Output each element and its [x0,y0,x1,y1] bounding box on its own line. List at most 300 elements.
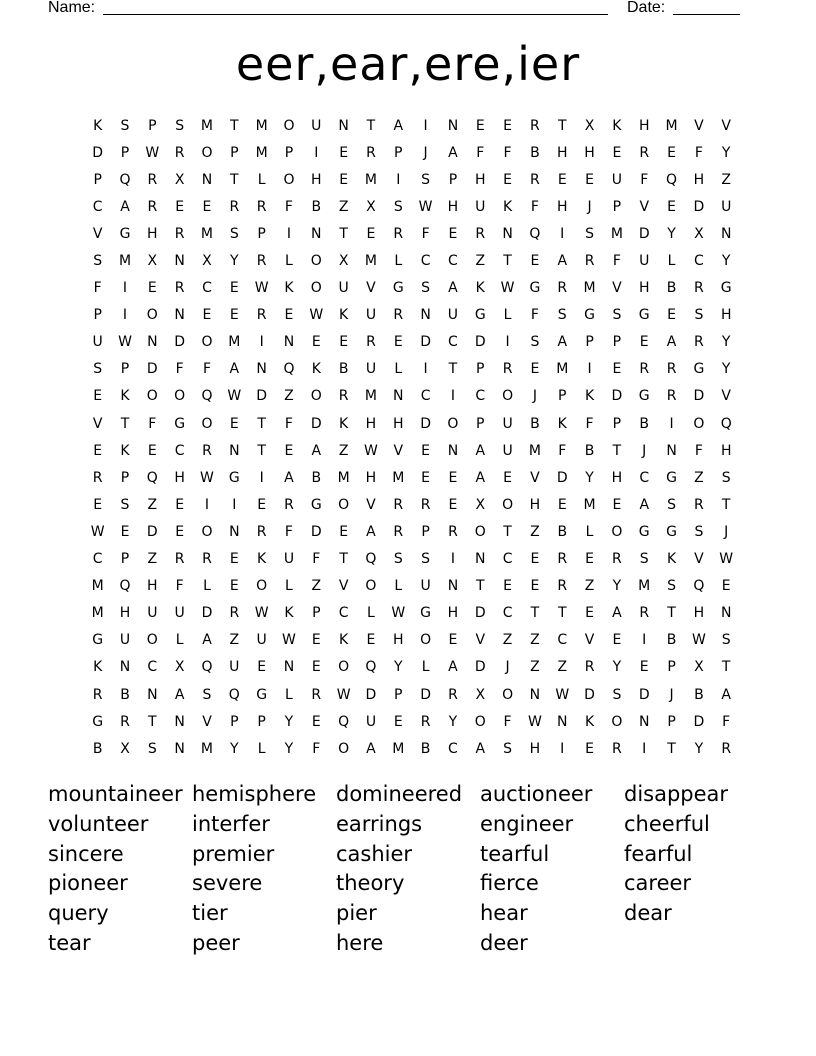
grid-letter: E [175,523,185,540]
grid-letter: E [421,442,431,459]
grid-letter: P [612,334,622,351]
grid-letter: U [420,578,431,595]
grid-letter: F [175,361,184,378]
grid-letter: H [529,496,541,513]
grid-letter: R [612,740,622,757]
grid-letter: P [394,144,403,161]
grid-letter: M [228,334,241,351]
grid-letter: N [174,740,185,757]
grid-letter: T [339,551,348,568]
grid-letter: H [147,578,158,595]
grid-letter: F [476,144,485,161]
grid-letter: R [256,198,267,215]
grid-letter: H [174,469,185,486]
grid-letter: S [721,632,731,649]
grid-letter: A [475,469,486,486]
grid-letter: D [556,469,568,486]
word-bank-item: theory [336,871,405,896]
grid-letter: A [448,280,458,297]
grid-letter: I [450,388,455,405]
grid-letter: S [667,578,676,595]
grid-letter: H [474,171,486,188]
grid-letter: M [610,225,623,242]
grid-letter: T [366,117,376,134]
grid-letter: T [503,253,512,270]
word-bank-item: tear [48,930,91,955]
grid-letter: F [694,442,703,459]
grid-letter: B [639,415,650,432]
grid-letter: C [557,632,568,649]
grid-letter: Q [146,469,158,486]
grid-letter: W [227,388,242,405]
grid-letter: U [338,280,349,297]
grid-letter: R [448,523,458,540]
grid-letter: I [232,496,237,513]
date-blank-line [673,14,740,15]
word-bank-item: fierce [480,871,539,896]
grid-letter: H [147,225,158,242]
grid-letter: I [423,361,428,378]
grid-letter: E [448,632,458,649]
grid-letter: G [693,361,705,378]
grid-letter: Y [721,144,731,161]
grid-letter: A [557,253,568,270]
grid-letter: E [639,659,649,676]
grid-letter: M [255,117,268,134]
grid-letter: C [338,605,349,622]
grid-letter: L [285,578,293,595]
grid-letter: D [256,388,268,405]
grid-letter: D [201,605,213,622]
grid-letter: V [694,117,704,134]
grid-letter: J [587,198,592,215]
grid-letter: Y [667,225,676,242]
grid-letter: L [394,361,403,378]
grid-letter: K [557,415,567,432]
grid-letter: E [147,442,157,459]
grid-letter: G [92,713,104,730]
grid-letter: X [174,659,185,676]
grid-letter: O [502,388,514,405]
grid-letter: F [694,144,703,161]
grid-letter: N [229,442,240,459]
grid-letter: Y [448,713,458,730]
grid-letter: V [393,442,404,459]
grid-letter: O [146,388,158,405]
grid-letter: G [420,605,432,622]
grid-letter: W [254,280,269,297]
grid-letter: X [338,253,349,270]
grid-letter: H [119,605,131,622]
grid-letter: C [147,659,158,676]
grid-letter: U [365,307,377,324]
word-bank-item: peer [192,930,240,955]
grid-letter: M [91,605,104,622]
word-bank-item: earrings [336,811,423,836]
grid-letter: X [366,198,376,215]
grid-letter: S [639,551,649,568]
grid-letter: F [585,415,594,432]
grid-letter: C [502,551,513,568]
grid-letter: V [92,225,103,242]
grid-letter: P [476,361,485,378]
grid-letter: J [669,686,674,703]
grid-letter: K [284,605,294,622]
grid-letter: M [200,117,214,134]
grid-letter: A [229,361,240,378]
grid-letter: H [393,415,404,432]
grid-letter: O [693,415,705,432]
grid-letter: X [694,225,704,242]
grid-letter: S [421,280,431,297]
grid-letter: C [92,551,103,568]
grid-letter: F [612,253,621,270]
grid-letter: N [720,225,732,242]
grid-letter: R [502,361,513,378]
grid-letter: U [229,659,240,676]
grid-letter: E [667,144,676,161]
grid-letter: U [447,307,459,324]
grid-letter: E [503,171,513,188]
grid-letter: F [312,740,321,757]
grid-letter: R [557,551,568,568]
grid-letter: O [201,144,213,161]
grid-letter: D [420,334,431,351]
grid-letter: J [724,523,729,540]
grid-letter: I [560,225,565,242]
grid-letter: N [638,713,650,730]
grid-letter: G [584,307,595,324]
grid-letter: P [257,225,266,242]
grid-letter: R [366,334,376,351]
grid-letter: F [202,361,211,378]
grid-letter: G [638,523,650,540]
grid-letter: D [693,713,705,730]
grid-letter: F [312,551,321,568]
grid-letter: A [448,144,458,161]
word-bank-item: mountaineer [48,782,183,806]
grid-letter: R [147,198,158,215]
grid-letter: E [339,171,349,188]
grid-letter: V [639,198,650,215]
grid-letter: R [530,171,540,188]
grid-letter: I [587,361,592,378]
grid-letter: X [120,740,130,757]
grid-letter: E [530,551,540,568]
grid-letter: J [532,388,537,405]
word-bank-item: sincere [48,841,124,866]
grid-letter: U [283,551,295,568]
grid-letter: N [338,117,349,134]
grid-letter: X [147,253,158,270]
grid-letter: E [448,469,458,486]
grid-letter: E [585,605,594,622]
grid-letter: X [475,686,486,703]
grid-letter: Q [201,659,213,676]
grid-letter: E [147,280,157,297]
grid-letter: E [585,551,594,568]
grid-letter: N [229,523,240,540]
grid-letter: D [146,361,158,378]
grid-letter: R [475,225,486,242]
grid-letter: N [557,713,568,730]
grid-letter: Z [475,253,486,270]
grid-letter: Q [228,686,240,703]
grid-letter: M [392,469,405,486]
grid-letter: S [175,117,185,134]
grid-letter: V [694,551,704,568]
grid-letter: I [259,334,264,351]
grid-letter: Z [557,659,568,676]
grid-letter: E [667,198,676,215]
grid-letter: U [92,334,103,351]
grid-letter: D [693,388,705,405]
grid-letter: R [639,144,650,161]
grid-letter: Z [229,632,240,649]
grid-letter: U [311,117,322,134]
grid-letter: H [720,307,732,324]
grid-letter: N [201,171,213,188]
grid-letter: I [122,280,128,297]
grid-letter: G [638,307,650,324]
grid-letter: E [229,551,239,568]
grid-letter: A [612,605,622,622]
grid-letter: N [447,442,459,459]
grid-letter: A [639,496,650,513]
grid-letter: Z [338,198,349,215]
grid-letter: Z [338,442,349,459]
grid-letter: U [119,632,131,649]
word-bank-item: interfer [192,811,270,836]
grid-letter: M [91,578,104,595]
grid-letter: L [394,253,403,270]
word-bank-item: tearful [480,841,550,866]
grid-letter: E [448,225,458,242]
grid-letter: E [530,578,540,595]
grid-letter: X [174,171,185,188]
grid-letter: P [284,144,294,161]
grid-letter: N [475,551,486,568]
grid-letter: G [310,496,322,513]
grid-letter: G [256,686,268,703]
grid-letter: S [612,307,622,324]
grid-letter: W [90,523,105,540]
grid-letter: R [557,578,568,595]
grid-letter: E [612,361,622,378]
grid-letter: D [474,605,486,622]
grid-letter: D [92,144,104,161]
grid-letter: T [257,415,266,432]
grid-letter: W [364,442,378,459]
grid-letter: O [201,523,213,540]
word-bank-item: fearful [624,841,693,866]
grid-letter: B [530,144,540,161]
grid-letter: I [396,171,401,188]
grid-letter: T [530,605,540,622]
grid-letter: F [148,415,157,432]
grid-letter: F [503,144,512,161]
grid-letter: I [450,551,455,568]
grid-letter: Z [530,659,540,676]
grid-letter: D [174,334,186,351]
grid-letter: E [229,415,239,432]
grid-letter: R [174,144,185,161]
grid-letter: E [284,442,294,459]
grid-letter: S [120,496,130,513]
grid-letter: R [393,523,404,540]
grid-letter: T [503,523,512,540]
grid-letter: Q [283,361,295,378]
grid-letter: Q [338,713,350,730]
grid-letter: H [556,198,568,215]
grid-letter: O [338,496,350,513]
grid-letter: T [257,442,266,459]
grid-letter: K [284,280,294,297]
grid-letter: R [694,334,704,351]
grid-letter: D [584,686,595,703]
grid-letter: I [286,225,292,242]
grid-letter: N [283,659,295,676]
grid-letter: O [283,171,295,188]
grid-letter: Q [666,171,678,188]
grid-letter: P [257,713,266,730]
grid-letter: T [120,415,130,432]
grid-letter: S [530,334,540,351]
grid-letter: T [557,605,567,622]
grid-letter: R [420,713,431,730]
grid-letter: V [202,713,212,730]
grid-letter: E [612,496,622,513]
grid-letter: T [230,117,239,134]
grid-letter: H [447,198,459,215]
grid-letter: Y [230,740,239,757]
grid-letter: F [284,415,293,432]
grid-letter: R [530,117,540,134]
grid-letter: O [474,713,486,730]
grid-letter: I [314,144,319,161]
grid-letter: E [284,307,294,324]
grid-letter: R [338,388,349,405]
grid-letter: N [256,361,267,378]
grid-letter: X [584,117,595,134]
grid-letter: L [257,171,266,188]
grid-letter: D [474,334,486,351]
grid-letter: P [230,713,239,730]
grid-letter: K [475,280,485,297]
grid-letter: L [257,740,266,757]
grid-letter: F [722,713,731,730]
word-bank-item: auctioneer [480,782,593,806]
word-bank-item: disappear [624,782,729,806]
grid-letter: S [721,469,731,486]
grid-letter: Q [720,415,732,432]
grid-letter: D [474,659,486,676]
grid-letter: E [339,334,349,351]
grid-letter: Z [530,632,540,649]
grid-letter: W [391,605,406,622]
grid-letter: R [448,686,458,703]
grid-letter: O [310,388,322,405]
name-label: Name: [48,0,96,16]
grid-letter: G [92,632,104,649]
grid-letter: P [394,686,403,703]
grid-letter: N [447,578,459,595]
grid-letter: S [421,171,431,188]
grid-letter: S [147,740,157,757]
grid-letter: H [365,415,377,432]
grid-letter: E [257,659,267,676]
grid-letter: R [666,388,677,405]
grid-letter: Q [201,388,213,405]
grid-letter: L [285,253,293,270]
grid-letter: N [174,307,185,324]
grid-letter: W [719,551,734,568]
grid-letter: V [475,632,486,649]
grid-letter: U [256,632,267,649]
grid-letter: S [229,225,239,242]
grid-letter: M [665,117,678,134]
word-bank-item: volunteer [48,811,149,836]
grid-letter: E [475,117,485,134]
grid-letter: Y [721,334,731,351]
grid-letter: Y [284,740,294,757]
word-bank-item: here [336,930,384,955]
grid-letter: E [448,496,458,513]
grid-letter: E [530,253,540,270]
grid-letter: E [120,523,130,540]
grid-letter: W [118,334,132,351]
grid-letter: B [666,632,677,649]
grid-letter: E [366,225,376,242]
grid-letter: O [283,117,295,134]
grid-letter: D [611,388,623,405]
grid-letter: E [393,713,403,730]
grid-letter: W [691,632,706,649]
grid-letter: T [721,659,731,676]
grid-letter: T [557,117,567,134]
grid-letter: H [365,469,377,486]
grid-letter: K [584,713,595,730]
grid-letter: J [423,144,428,161]
grid-letter: N [147,686,158,703]
grid-letter: E [311,713,321,730]
grid-letter: E [175,496,185,513]
grid-letter: T [475,578,485,595]
grid-letter: W [282,632,296,649]
grid-letter: E [721,578,731,595]
word-bank-item: domineered [336,782,463,806]
grid-letter: A [721,686,731,703]
grid-letter: D [693,198,705,215]
grid-letter: M [364,171,377,188]
grid-letter: E [503,578,513,595]
grid-letter: N [720,605,732,622]
grid-letter: M [364,388,377,405]
grid-letter: W [418,198,433,215]
grid-letter: C [448,253,458,270]
grid-letter: O [611,523,623,540]
grid-letter: Y [393,659,403,676]
grid-letter: Z [311,578,322,595]
grid-letter: H [611,469,623,486]
grid-letter: Z [502,632,513,649]
grid-letter: O [447,415,459,432]
grid-letter: F [421,225,430,242]
grid-letter: R [393,307,404,324]
grid-letter: O [256,578,268,595]
grid-letter: U [365,361,377,378]
grid-letter: V [612,280,622,297]
